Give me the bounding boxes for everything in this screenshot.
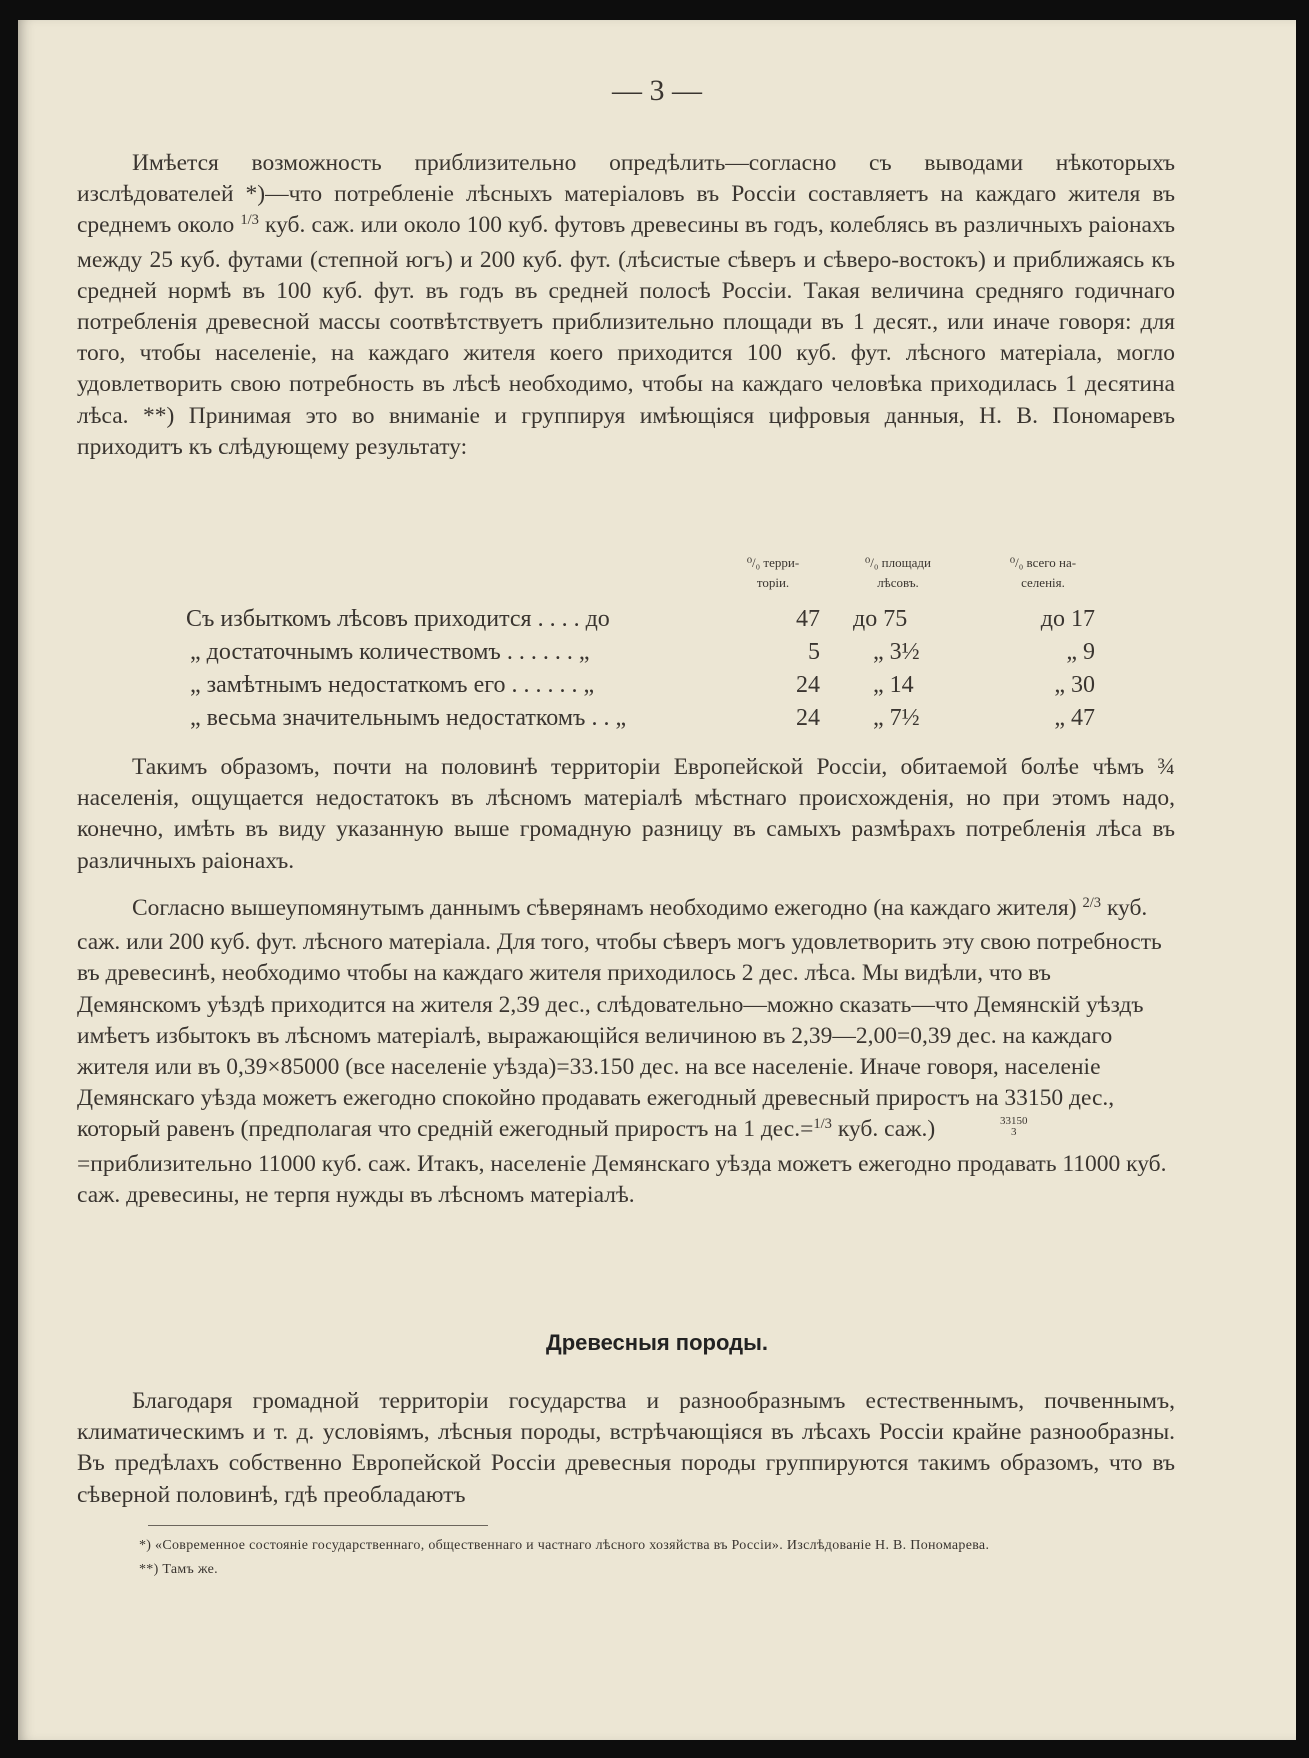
footnote-2: **) Тамъ же.	[139, 1562, 218, 1577]
table-row	[18, 672, 1296, 704]
row-label: „ замѣтнымъ недостаткомъ его . . . . . . „	[190, 672, 595, 698]
row-territory: 24	[796, 672, 820, 698]
row-population: „ 30	[1054, 672, 1095, 698]
fraction-one-third: 1/3	[240, 212, 259, 229]
intro-paragraph	[77, 148, 1175, 463]
footnote-divider	[148, 1525, 488, 1526]
section-title: Древесныя породы.	[546, 1330, 768, 1355]
row-population: до 17	[1040, 606, 1095, 632]
fraction-one-third: 1/3	[813, 1116, 832, 1133]
table-row	[18, 606, 1296, 638]
fraction-two-thirds: 2/3	[1082, 895, 1102, 911]
intro-text: Имѣется возможность приблизительно опредѣлить—согласно съ выводами нѣкоторыхъ изслѣдователей *)—что потребленіе лѣсныхъ матеріаловъ въ Россіи составляетъ на каждаго жителя въ среднемъ около	[77, 150, 1175, 239]
document-page	[18, 20, 1296, 1740]
row-territory: 5	[808, 639, 820, 665]
row-forest: „ 7½	[873, 705, 920, 731]
row-label: „ достаточнымъ количествомъ . . . . . . „	[190, 639, 590, 665]
row-forest: „ 3½	[873, 639, 920, 665]
row-territory: 24	[796, 705, 820, 731]
row-label: „ весьма значительнымъ недостаткомъ . . „	[190, 705, 627, 731]
table-row	[18, 705, 1296, 737]
intro-text-continued: куб. саж. или около 100 куб. футовъ древесины въ годъ, колеблясь въ различныхъ раіонахъ между 25 куб. футами (степной югъ) и 200 куб. фут. (лѣсистые сѣверъ и сѣверо-востокъ) и приближаясь къ средней нормѣ въ 100 куб. фут. въ годъ въ средней полосѣ Россіи. Такая величина средняго годичнаго потребленія древесной массы соотвѣтствуетъ приблизительно площади въ 1 десят., или иначе говоря: для того, чтобы населеніе, на каждаго жителя коего приходится 100 куб. фут. лѣсного матеріала, могло удовлетворить свою потребность въ лѣсѣ необходимо, чтобы на каждаго человѣка приходилась 1 десятина лѣса. **) Принимая это во вниманіе и группируя имѣющіяся цифровыя данныя, Н. В. Пономаревъ приходитъ къ слѣдующему результату:	[77, 212, 1175, 460]
table-row	[18, 639, 1296, 671]
row-forest: до 75	[853, 606, 908, 632]
fraction-33150-over-3: 33150 3	[1000, 1115, 1028, 1139]
section-paragraph: Благодаря громадной территоріи государства и разнообразнымъ естественнымъ, почвеннымъ, климатическимъ и т. д. условіямъ, лѣсныя породы, встрѣчающіяся въ лѣсахъ Россіи крайне разнообразны. Въ предѣлахъ собственно Европейской Россіи древесныя породы группируются такимъ образомъ, что въ сѣверной половинѣ, гдѣ преобладаютъ	[77, 1388, 1175, 1508]
header-territory: ⁰/₀ терри- торіи.	[746, 555, 800, 590]
conclusion-paragraph-1: Такимъ образомъ, почти на половинѣ территоріи Европейской Россіи, обитаемой болѣе чѣмъ ¾ населенія, ощущается недостатокъ въ лѣсномъ матеріалѣ мѣстнаго происхожденія, но при этомъ надо, конечно, имѣть въ виду указанную выше громадную разницу въ самыхъ размѣрахъ потребленія лѣса въ различныхъ раіонахъ.	[77, 754, 1175, 874]
row-population: „ 47	[1054, 705, 1095, 731]
row-forest: „ 14	[873, 672, 914, 698]
row-population: „ 9	[1066, 639, 1095, 665]
row-territory: 47	[796, 606, 820, 632]
footnotes	[77, 1534, 1175, 1582]
header-population: ⁰/₀ всего на- селенія.	[1009, 555, 1077, 590]
row-label: Съ избыткомъ лѣсовъ приходится . . . . до	[186, 606, 610, 632]
header-forest-area: ⁰/₀ площади лѣсовъ.	[865, 555, 931, 590]
conclusion-paragraph-2: Согласно вышеупомянутымъ даннымъ сѣверянамъ необходимо ежегодно (на каждаго жителя) $^{2/3}$ куб. саж. или 200 куб. фут. лѣсного матеріала. Для того, чтобы сѣверъ могъ удовлетворить эту свою потребность въ древесинѣ, необходимо чтобы на каждаго жителя приходилось 2 дес. лѣса. Мы видѣли, что въ Демянскомъ уѣздѣ приходится на жителя 2,39 дес., слѣдовательно—можно сказать—что Демянскій уѣздъ имѣетъ избытокъ въ лѣсномъ матеріалѣ, выражающійся величиною въ 2,39—2,00=0,39 дес. на каждаго жителя или въ 0,39×85000 (все населеніе уѣзда)=33.150 дес. на все населеніе. Иначе говоря, населеніе Демянскаго уѣзда можетъ ежегодно спокойно продавать ежегодный древесный приростъ на 33150 дес., который равенъ (предполагая что средній ежегодный приростъ на 1 дес.=$^{1/3}$ куб. саж.) 33150 3 =приблизительно 11000 куб. саж. Итакъ, населеніе Демянскаго уѣзда можетъ ежегодно продавать 11000 куб. саж. древесины, не терпя нужды въ лѣсномъ матеріалѣ.	[77, 895, 1167, 1208]
table-header	[18, 553, 1296, 601]
page-number: — 3 —	[612, 74, 702, 107]
footnote-1: *) «Современное состояніе государственнаго, общественнаго и частнаго лѣсного хозяйства въ Россіи». Изслѣдованіе Н. В. Пономарева.	[139, 1538, 990, 1553]
